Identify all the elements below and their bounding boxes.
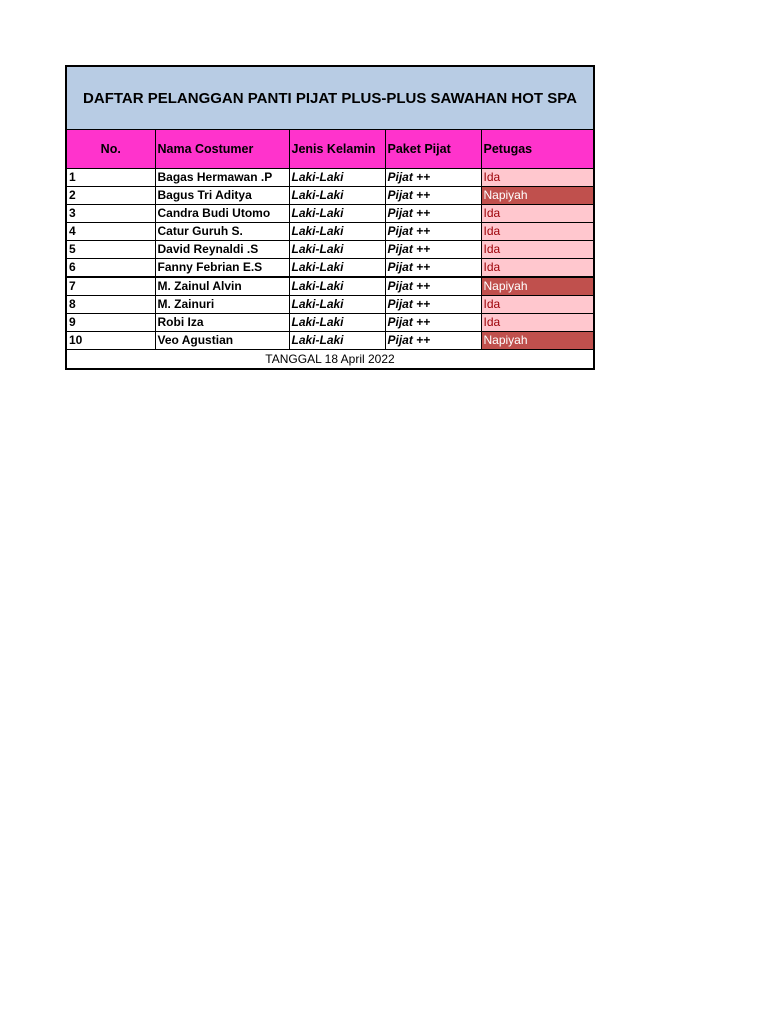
cell-no[interactable]: 2 [67, 187, 155, 205]
cell-staff[interactable]: Ida [481, 259, 593, 278]
cell-sex[interactable]: Laki-Laki [289, 223, 385, 241]
cell-no[interactable]: 1 [67, 169, 155, 187]
cell-package[interactable]: Pijat ++ [385, 314, 481, 332]
cell-sex[interactable]: Laki-Laki [289, 296, 385, 314]
customer-table [67, 130, 593, 350]
header-package: Paket Pijat [385, 130, 481, 169]
cell-package[interactable]: Pijat ++ [385, 187, 481, 205]
cell-name[interactable]: David Reynaldi .S [155, 241, 289, 259]
cell-sex[interactable]: Laki-Laki [289, 187, 385, 205]
table-row[interactable] [67, 169, 593, 187]
table-row[interactable] [67, 223, 593, 241]
cell-no[interactable]: 8 [67, 296, 155, 314]
cell-staff[interactable]: Napiyah [481, 187, 593, 205]
cell-staff[interactable]: Ida [481, 223, 593, 241]
cell-staff[interactable]: Napiyah [481, 277, 593, 296]
sheet-title: DAFTAR PELANGGAN PANTI PIJAT PLUS-PLUS SAWAHAN HOT SPA [67, 67, 593, 130]
cell-no[interactable]: 9 [67, 314, 155, 332]
cell-no[interactable]: 3 [67, 205, 155, 223]
cell-staff[interactable]: Ida [481, 314, 593, 332]
header-name: Nama Costumer [155, 130, 289, 169]
cell-package[interactable]: Pijat ++ [385, 205, 481, 223]
table-row[interactable] [67, 332, 593, 350]
table-row[interactable] [67, 241, 593, 259]
cell-name[interactable]: M. Zainuri [155, 296, 289, 314]
table-row[interactable] [67, 277, 593, 296]
cell-no[interactable]: 6 [67, 259, 155, 278]
header-sex: Jenis Kelamin [289, 130, 385, 169]
cell-staff[interactable]: Ida [481, 169, 593, 187]
cell-staff[interactable]: Ida [481, 205, 593, 223]
cell-staff[interactable]: Ida [481, 296, 593, 314]
cell-sex[interactable]: Laki-Laki [289, 241, 385, 259]
cell-no[interactable]: 10 [67, 332, 155, 350]
table-row[interactable] [67, 296, 593, 314]
header-staff: Petugas [481, 130, 593, 169]
cell-name[interactable]: Fanny Febrian E.S [155, 259, 289, 278]
table-row[interactable] [67, 259, 593, 278]
cell-package[interactable]: Pijat ++ [385, 259, 481, 278]
cell-sex[interactable]: Laki-Laki [289, 332, 385, 350]
cell-sex[interactable]: Laki-Laki [289, 205, 385, 223]
header-row [67, 130, 593, 169]
cell-name[interactable]: M. Zainul Alvin [155, 277, 289, 296]
cell-no[interactable]: 4 [67, 223, 155, 241]
cell-sex[interactable]: Laki-Laki [289, 277, 385, 296]
cell-sex[interactable]: Laki-Laki [289, 259, 385, 278]
cell-package[interactable]: Pijat ++ [385, 332, 481, 350]
table-row[interactable] [67, 205, 593, 223]
header-no: No. [67, 130, 155, 169]
cell-package[interactable]: Pijat ++ [385, 296, 481, 314]
cell-name[interactable]: Veo Agustian [155, 332, 289, 350]
table-row[interactable] [67, 187, 593, 205]
date-footer: TANGGAL 18 April 2022 [265, 352, 395, 366]
cell-name[interactable]: Bagas Hermawan .P [155, 169, 289, 187]
cell-sex[interactable]: Laki-Laki [289, 169, 385, 187]
cell-no[interactable]: 7 [67, 277, 155, 296]
cell-package[interactable]: Pijat ++ [385, 241, 481, 259]
customer-sheet [65, 65, 595, 370]
cell-name[interactable]: Robi Iza [155, 314, 289, 332]
cell-name[interactable]: Candra Budi Utomo [155, 205, 289, 223]
cell-staff[interactable]: Napiyah [481, 332, 593, 350]
cell-no[interactable]: 5 [67, 241, 155, 259]
cell-package[interactable]: Pijat ++ [385, 223, 481, 241]
cell-package[interactable]: Pijat ++ [385, 169, 481, 187]
cell-name[interactable]: Catur Guruh S. [155, 223, 289, 241]
cell-package[interactable]: Pijat ++ [385, 277, 481, 296]
cell-sex[interactable]: Laki-Laki [289, 314, 385, 332]
cell-staff[interactable]: Ida [481, 241, 593, 259]
cell-name[interactable]: Bagus Tri Aditya [155, 187, 289, 205]
table-row[interactable] [67, 314, 593, 332]
